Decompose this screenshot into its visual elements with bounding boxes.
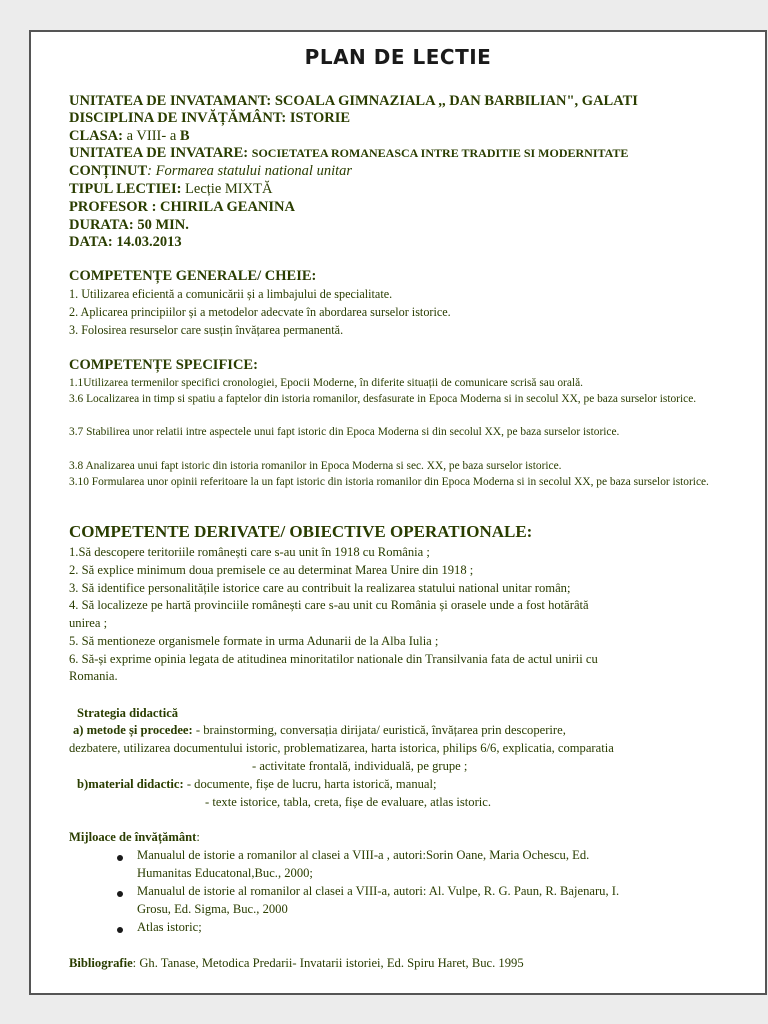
tipul-lectiei-line: [69, 180, 272, 198]
continut-line: [69, 162, 352, 180]
mijloace-item-line: Grosu, Ed. Sigma, Buc., 2000: [137, 902, 288, 916]
competente-specifice-heading: COMPETENȚE SPECIFICE:: [69, 357, 258, 373]
clasa-label: CLASA:: [69, 128, 123, 144]
competenta-specifica-item: 3.10 Formularea unor opinii referitoare la un fapt istoric din istoria romanilor din Epoca Moderna si in secolul XX, pe baza surselor istorice.: [69, 476, 709, 488]
data-line: DATA: 14.03.2013: [69, 234, 182, 250]
obiectiv-line: 4. Să localizeze pe hartă provinciile românești care s-au unit cu România și orasele unde a fost hotărâtă: [69, 598, 589, 612]
competente-generale-heading: COMPETENȚE GENERALE/ CHEIE:: [69, 268, 317, 284]
obiectiv-line: 1.Să descopere teritoriile românești care s-au unit în 1918 cu România ;: [69, 545, 430, 559]
mijloace-item-line: Atlas istoric;: [137, 920, 202, 934]
mijloace-colon: :: [196, 830, 200, 844]
metode-text-1: - brainstorming, conversația dirijata/ euristică, învățarea prin descoperire,: [192, 723, 566, 737]
durata-line: DURATA: 50 MIN.: [69, 217, 189, 233]
competenta-generala-item: 1. Utilizarea eficientă a comunicării și a limbajului de specialitate.: [69, 287, 393, 301]
disciplina-line: [69, 109, 350, 127]
unitate-invatare-label: UNITATEA DE INVATARE:: [69, 145, 249, 161]
tipul-value: Lecție MIXTĂ: [185, 181, 273, 197]
obiectiv-line: unirea ;: [69, 616, 108, 630]
competenta-specifica-item: 3.6 Localizarea in timp si spatiu a faptelor din istoria romanilor, desfasurate in Epoca Moderna si in secolul XX, pe baza surselor istorice.: [69, 393, 697, 405]
continut-value: : Formarea statului national unitar: [147, 163, 353, 179]
bibliografie-label: Bibliografie: [69, 956, 133, 970]
mijloace-item-line: Manualul de istorie al romanilor al clasei a VIII-a, autori: Al. Vulpe, R. G. Paun, R. Bajenaru, I.: [137, 884, 620, 898]
competenta-specifica-item: 3.8 Analizarea unui fapt istoric din istoria romanilor in Epoca Moderna si sec. XX, pe baza surselor istorice.: [69, 460, 562, 472]
bibliografie-value: : Gh. Tanase, Metodica Predarii- Invatarii istoriei, Ed. Spiru Haret, Buc. 1995: [132, 956, 524, 970]
obiectiv-line: 3. Să identifice personalitățile istorice care au contribuit la realizarea statului national unitar român;: [69, 581, 571, 595]
disciplina-value: ISTORIE: [289, 110, 351, 126]
material-line-1: [77, 777, 437, 792]
obiective-heading: COMPETENTE DERIVATE/ OBIECTIVE OPERATIONALE:: [69, 522, 533, 541]
unitate-label: UNITATEA DE INVATAMANT:: [69, 93, 272, 109]
disciplina-label: DISCIPLINA DE INVĂȚĂMÂNT:: [69, 110, 287, 126]
clasa-letter: B: [179, 128, 190, 144]
competenta-specifica-item: 3.7 Stabilirea unor relatii intre aspectele unui fapt istoric din Epoca Moderna si din secolul XX, pe baza surselor istorice.: [69, 426, 620, 438]
obiectiv-line: 5. Să mentioneze organismele formate in urma Adunarii de la Alba Iulia ;: [69, 634, 439, 648]
obiectiv-line: 6. Să-și exprime opinia legata de atitudinea minoritatilor nationale din Transilvania fata de actul unirii cu: [69, 652, 598, 666]
bullet-icon: [117, 891, 123, 897]
mijloace-item-line: Manualul de istorie a romanilor al clasei a VIII-a , autori:Sorin Oane, Maria Ochescu, Ed.: [137, 848, 590, 862]
obiectiv-line: Romania.: [69, 669, 118, 683]
tipul-label: TIPUL LECTIEI:: [69, 181, 182, 197]
competenta-specifica-item: 1.1Utilizarea termenilor specifici cronologiei, Epocii Moderne, în diferite situații de comunicare scrisă sau orală.: [69, 377, 583, 389]
competenta-generala-item: 3. Folosirea resurselor care susțin învățarea permanentă.: [69, 323, 344, 337]
material-label: b)material didactic:: [77, 777, 184, 791]
mijloace-item-line: Humanitas Educatonal,Buc., 2000;: [137, 866, 313, 880]
metode-line-3: - activitate frontală, individuală, pe grupe ;: [252, 759, 468, 773]
bullet-icon: [117, 927, 123, 933]
unitate-invatamant-line: [69, 92, 638, 110]
obiectiv-line: 2. Să explice minimum doua premisele ce au determinat Marea Unire din 1918 ;: [69, 563, 474, 577]
page-title: PLAN DE LECTIE: [304, 45, 492, 69]
mijloace-heading: Mijloace de învățământ: [69, 830, 197, 844]
clasa-line: [69, 127, 190, 145]
unitate-invatare-line: [69, 144, 628, 162]
clasa-value: a VIII- a: [126, 128, 177, 144]
material-line-2: - texte istorice, tabla, creta, fișe de evaluare, atlas istoric.: [205, 795, 492, 809]
strategia-heading: Strategia didactică: [77, 706, 179, 720]
material-text-1: - documente, fișe de lucru, harta istorică, manual;: [183, 777, 437, 791]
metode-line-1: [73, 723, 566, 738]
document-page: [29, 30, 767, 995]
bullet-icon: [117, 855, 123, 861]
competenta-generala-item: 2. Aplicarea principiilor și a metodelor adecvate în abordarea surselor istorice.: [69, 305, 451, 319]
metode-line-2: dezbatere, utilizarea documentului istoric, problematizarea, harta istorica, philips 6/6, explicatia, comparatia: [69, 741, 614, 755]
bibliografie-line: [69, 956, 524, 971]
unitate-value: SCOALA GIMNAZIALA ,, DAN BARBILIAN", GALATI: [274, 93, 638, 109]
profesor-line: PROFESOR : CHIRILA GEANINA: [69, 199, 295, 215]
mijloace-heading-line: [69, 830, 200, 845]
continut-label: CONȚINUT: [69, 163, 148, 179]
metode-label: a) metode și procedee:: [73, 723, 193, 737]
unitate-invatare-value: SOCIETATEA ROMANEASCA INTRE TRADITIE SI MODERNITATE: [251, 146, 629, 160]
